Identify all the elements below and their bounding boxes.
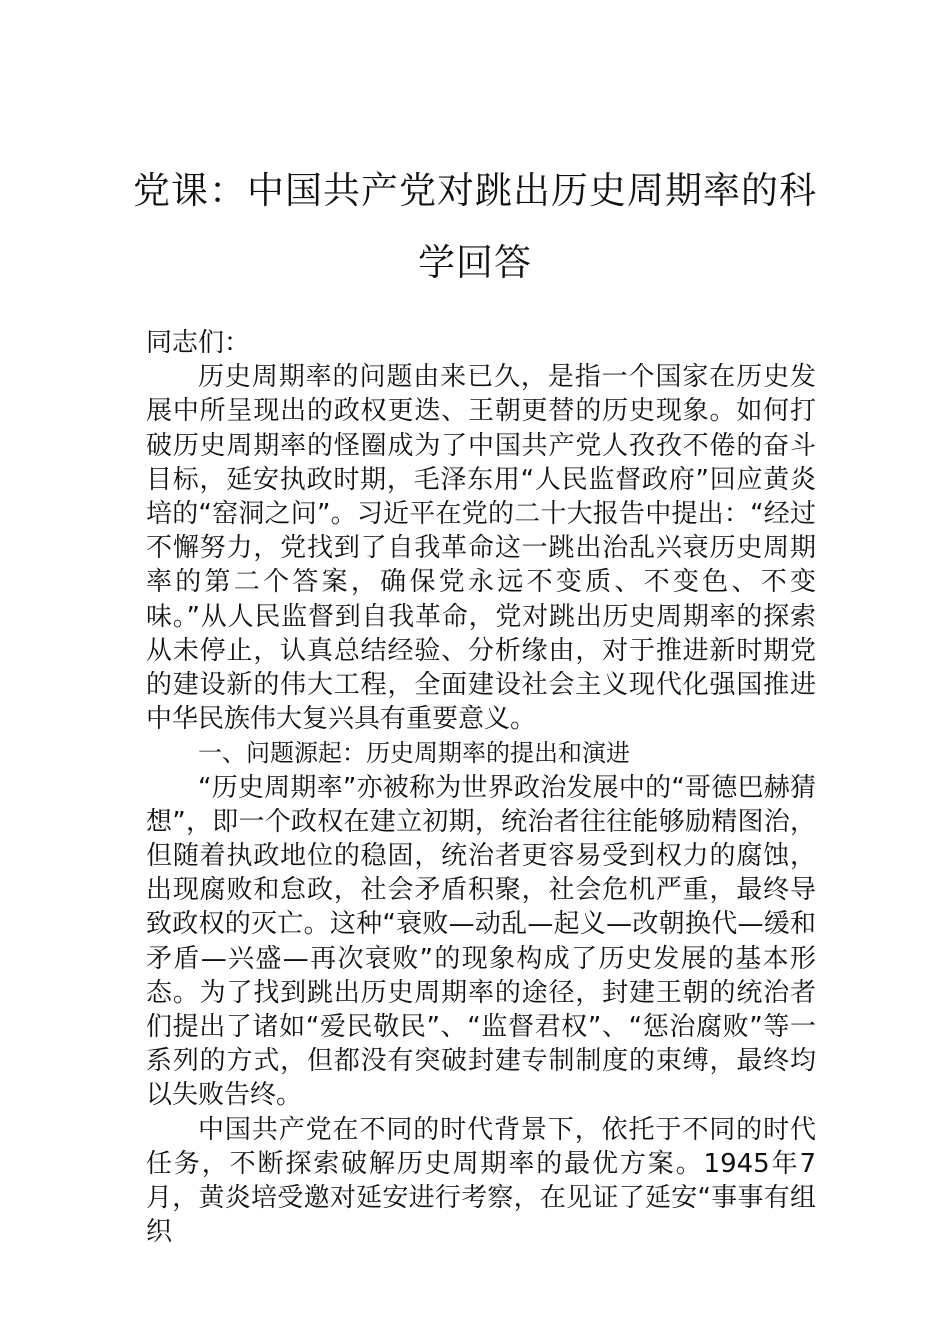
document-title-line-1: 党课：中国共产党对跳出历史周期率的科 [133,169,817,212]
section-heading: 一、问题源起：历史周期率的提出和演进 [198,739,630,768]
paragraph-definition: “历史周期率”亦被称为世界政治发展中的“哥德巴赫猜想”，即一个政权在建立初期，统治者往往能够励精图治，但随着执政地位的稳固，统治者更容易受到权力的腐蚀，出现腐败和怠政，社会矛盾积聚，社会危机严重，最终导致政权的灭亡。这种“衰败—动乱—起义—改朝换代—缓和矛盾—兴盛—再次衰败”的现象构成了历史发展的基本形态。为了找到跳出历史周期率的途径，封建王朝的统治者们提出了诸如“爱民敬民”、“监督君权”、“惩治腐败”等一系列的方式，但都没有突破封建专制制度的束缚，最终均以失败告终。 [146,772,816,1111]
paragraph-exploration: 中国共产党在不同的时代背景下，依托于不同的时代任务，不断探索破解历史周期率的最优方案。1945年7月，黄炎培受邀对延安进行考察，在见证了延安“事事有组织 [146,1114,816,1248]
salutation: 同志们： [146,328,251,358]
document-body [146,326,816,1249]
document-title-line-2: 学回答 [418,241,532,284]
paragraph-intro: 历史周期率的问题由来已久，是指一个国家在历史发展中所呈现出的政权更迭、王朝更替的历史现象。如何打破历史周期率的怪圈成为了中国共产党人孜孜不倦的奋斗目标，延安执政时期，毛泽东用“人民监督政府”回应黄炎培的“窑洞之问”。习近平在党的二十大报告中提出：“经过不懈努力，党找到了自我革命这一跳出治乱兴衰历史周期率的第二个答案，确保党永远不变质、不变色、不变味。”从人民监督到自我革命，党对跳出历史周期率的探索从未停止，认真总结经验、分析缘由，对于推进新时期党的建设新的伟大工程，全面建设社会主义现代化强国推进中华民族伟大复兴具有重要意义。 [146,362,816,735]
